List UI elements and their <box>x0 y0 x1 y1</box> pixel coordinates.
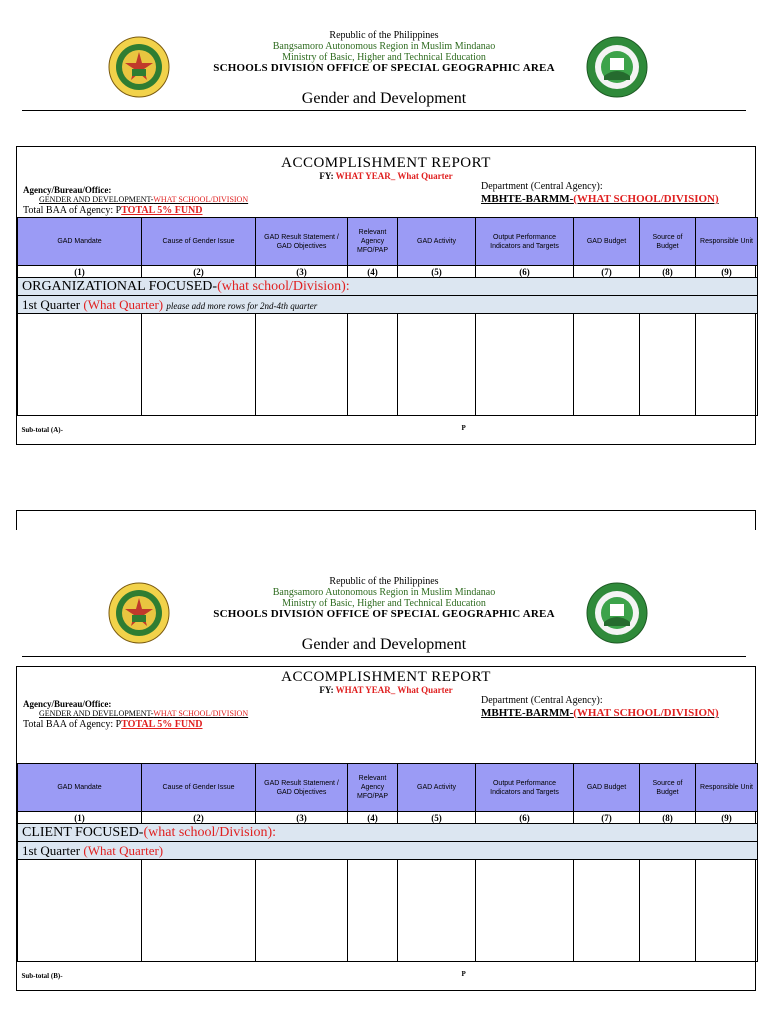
report-client <box>16 666 756 991</box>
page-break-box <box>16 510 756 530</box>
col-number: (6) <box>476 812 574 824</box>
dept-label: Department (Central Agency): <box>481 181 603 192</box>
gad-title: Gender and Development <box>301 90 467 107</box>
col-header: GAD Result Statement / GAD Objectives <box>256 764 348 812</box>
data-cell[interactable] <box>398 860 476 962</box>
office-text: SCHOOLS DIVISION OFFICE OF SPECIAL GEOGRAPHIC AREA <box>213 62 555 74</box>
data-cell[interactable] <box>574 314 640 416</box>
data-cell[interactable] <box>348 314 398 416</box>
report-title: ACCOMPLISHMENT REPORT <box>281 669 491 685</box>
quarter-heading <box>18 296 758 314</box>
agency-label: Agency/Bureau/Office: <box>23 699 112 709</box>
data-cell[interactable] <box>640 860 696 962</box>
dept-value-school: (WHAT SCHOOL/DIVISION) <box>573 193 719 205</box>
ministry-text: Ministry of Basic, Higher and Technical Education <box>282 598 486 609</box>
col-header: GAD Mandate <box>18 764 142 812</box>
page-header-1 <box>0 28 768 120</box>
col-header: GAD Mandate <box>18 218 142 266</box>
agency-value-gad: GENDER AND DEVELOPMENT- <box>39 709 154 718</box>
col-number: (9) <box>696 266 758 278</box>
fy-line <box>17 171 755 181</box>
section-heading <box>18 824 758 842</box>
baa-value: TOTAL 5% FUND <box>121 205 203 216</box>
col-number: (5) <box>398 812 476 824</box>
agency-value-school: WHAT SCHOOL/DIVISION <box>153 195 249 204</box>
quarter-label: 1st Quarter <box>22 842 81 858</box>
agency-value <box>39 195 248 204</box>
data-cell[interactable] <box>142 860 256 962</box>
barmm-seal-icon <box>108 36 170 98</box>
data-cell[interactable] <box>696 860 758 962</box>
col-number: (3) <box>256 266 348 278</box>
gad-table-client <box>17 763 758 990</box>
col-header: Relevant Agency MFO/PAP <box>348 218 398 266</box>
section-heading <box>18 278 758 296</box>
col-number: (2) <box>142 812 256 824</box>
col-number: (2) <box>142 266 256 278</box>
baa-line <box>23 205 203 216</box>
fy-value: WHAT YEAR_ What Quarter <box>335 171 453 181</box>
col-header: GAD Activity <box>398 764 476 812</box>
col-header: Source of Budget <box>640 218 696 266</box>
col-header: Responsible Unit <box>696 764 758 812</box>
col-header: Output Performance Indicators and Targets <box>476 218 574 266</box>
col-number: (1) <box>18 266 142 278</box>
quarter-value: (What Quarter) <box>83 296 164 312</box>
col-number: (1) <box>18 812 142 824</box>
report-organizational <box>16 146 756 445</box>
quarter-heading <box>18 842 758 860</box>
col-header: GAD Result Statement / GAD Objectives <box>256 218 348 266</box>
col-number: (8) <box>640 266 696 278</box>
col-header: Responsible Unit <box>696 218 758 266</box>
subtotal-label: Sub-total (B)- <box>21 972 63 980</box>
data-cell[interactable] <box>256 860 348 962</box>
report-title: ACCOMPLISHMENT REPORT <box>281 155 491 171</box>
quarter-value: (What Quarter) <box>83 842 164 858</box>
quarter-label: 1st Quarter <box>22 296 81 312</box>
page-header-2 <box>0 574 768 666</box>
subtotal-label: Sub-total (A)- <box>21 426 63 434</box>
header-rule <box>22 656 746 657</box>
header-rule <box>22 110 746 111</box>
dept-label: Department (Central Agency): <box>481 695 603 706</box>
sdo-sga-seal-icon <box>586 36 648 98</box>
fy-label: FY: <box>319 171 334 181</box>
col-header: GAD Budget <box>574 218 640 266</box>
data-cell[interactable] <box>696 314 758 416</box>
section-heading-label: CLIENT FOCUSED- <box>22 824 144 840</box>
col-number: (4) <box>348 266 398 278</box>
republic-text: Republic of the Philippines <box>329 30 439 41</box>
col-number: (7) <box>574 812 640 824</box>
data-cell[interactable] <box>18 314 142 416</box>
col-header: Cause of Gender Issue <box>142 218 256 266</box>
barmm-seal-icon <box>108 582 170 644</box>
col-header: Output Performance Indicators and Targets <box>476 764 574 812</box>
republic-text: Republic of the Philippines <box>329 576 439 587</box>
dept-value <box>481 707 719 719</box>
section-heading-school: (what school/Division): <box>217 278 350 294</box>
data-cell[interactable] <box>476 860 574 962</box>
data-cell[interactable] <box>476 314 574 416</box>
col-header: Relevant Agency MFO/PAP <box>348 764 398 812</box>
baa-line <box>23 719 203 730</box>
agency-label: Agency/Bureau/Office: <box>23 185 112 195</box>
data-cell[interactable] <box>640 314 696 416</box>
dept-value-mbhte: MBHTE-BARMM- <box>481 707 574 719</box>
col-header: Source of Budget <box>640 764 696 812</box>
dept-value-mbhte: MBHTE-BARMM- <box>481 193 574 205</box>
col-number: (9) <box>696 812 758 824</box>
col-number: (3) <box>256 812 348 824</box>
agency-value-gad: GENDER AND DEVELOPMENT- <box>39 195 154 204</box>
region-text: Bangsamoro Autonomous Region in Muslim Mindanao <box>272 41 496 52</box>
data-cell[interactable] <box>398 314 476 416</box>
baa-label: Total BAA of Agency: P <box>23 719 122 730</box>
col-number: (7) <box>574 266 640 278</box>
ministry-text: Ministry of Basic, Higher and Technical Education <box>282 52 486 63</box>
fy-value: WHAT YEAR_ What Quarter <box>335 685 453 695</box>
col-header: Cause of Gender Issue <box>142 764 256 812</box>
agency-value <box>39 709 248 718</box>
data-cell[interactable] <box>142 314 256 416</box>
sdo-sga-seal-icon <box>586 582 648 644</box>
col-number: (4) <box>348 812 398 824</box>
subtotal-row <box>18 416 758 445</box>
data-cell[interactable] <box>348 860 398 962</box>
subtotal-row <box>18 962 758 991</box>
office-text: SCHOOLS DIVISION OFFICE OF SPECIAL GEOGRAPHIC AREA <box>213 608 555 620</box>
gad-title: Gender and Development <box>301 636 467 653</box>
section-heading-label: ORGANIZATIONAL FOCUSED- <box>22 278 218 294</box>
data-cell[interactable] <box>256 314 348 416</box>
col-number: (6) <box>476 266 574 278</box>
subtotal-peso: P <box>461 424 466 432</box>
agency-value-school: WHAT SCHOOL/DIVISION <box>153 709 249 718</box>
region-text: Bangsamoro Autonomous Region in Muslim Mindanao <box>272 587 496 598</box>
baa-label: Total BAA of Agency: P <box>23 205 122 216</box>
baa-value: TOTAL 5% FUND <box>121 719 203 730</box>
agency-block <box>17 695 755 731</box>
data-cell[interactable] <box>18 860 142 962</box>
fy-line <box>17 685 755 695</box>
quarter-note: please add more rows for 2nd-4th quarter <box>166 300 318 311</box>
dept-value <box>481 193 719 205</box>
data-cell[interactable] <box>574 860 640 962</box>
col-header: GAD Budget <box>574 764 640 812</box>
agency-block <box>17 181 755 217</box>
col-number: (8) <box>640 812 696 824</box>
gad-table-organizational <box>17 217 758 444</box>
dept-value-school: (WHAT SCHOOL/DIVISION) <box>573 707 719 719</box>
section-heading-school: (what school/Division): <box>143 824 277 840</box>
col-number: (5) <box>398 266 476 278</box>
fy-label: FY: <box>319 685 334 695</box>
subtotal-peso: P <box>461 970 466 978</box>
col-header: GAD Activity <box>398 218 476 266</box>
